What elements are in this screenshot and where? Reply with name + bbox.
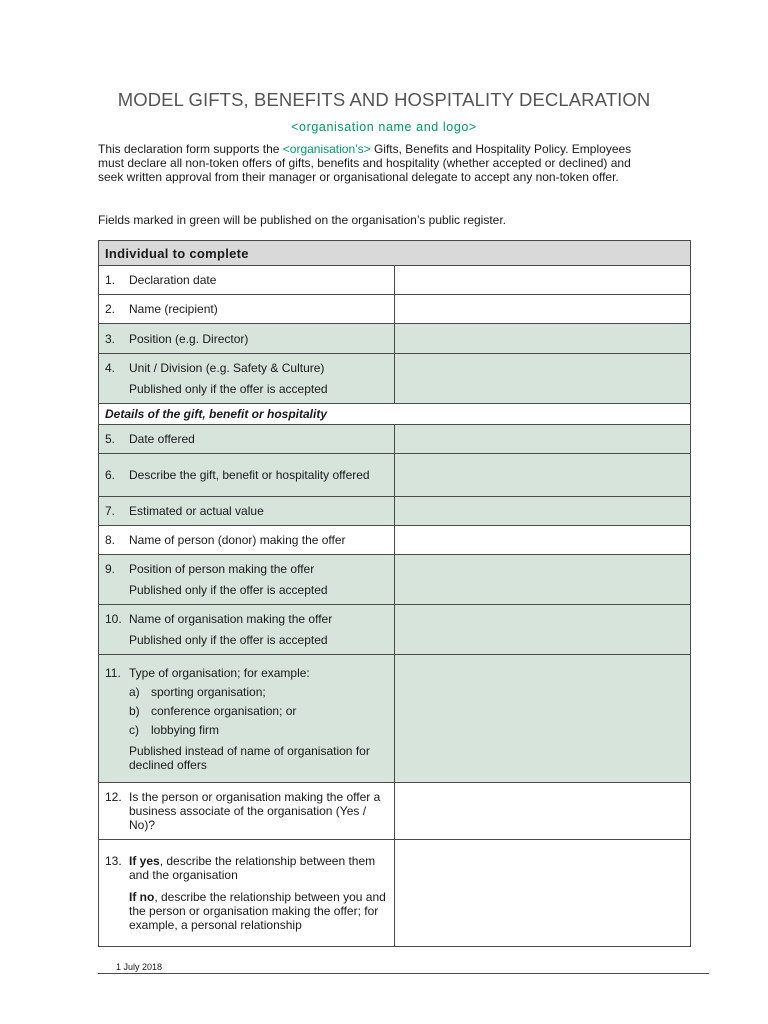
field-label-text: Name of organisation making the offer	[129, 612, 333, 626]
table-row	[99, 526, 691, 555]
field-label-text: Is the person or organisation making the offer a business associate of the organisation (Yes / No)?	[129, 790, 381, 832]
business-associate-field[interactable]	[395, 783, 691, 840]
publication-condition: Published instead of name of organisation for declined offers	[129, 743, 370, 772]
publication-condition: Published only if the offer is accepted	[129, 382, 328, 396]
example-letter: b)	[129, 703, 140, 718]
table-row	[99, 605, 691, 655]
example-letter: a)	[129, 684, 140, 699]
page-title: MODEL GIFTS, BENEFITS AND HOSPITALITY DECLARATION	[117, 89, 651, 110]
table-row	[99, 425, 691, 454]
field-label	[99, 526, 395, 555]
field-label	[99, 324, 395, 354]
table-row	[99, 783, 691, 840]
field-label	[99, 655, 395, 783]
field-number: 13.	[105, 854, 122, 868]
example-item	[129, 723, 388, 737]
field-label	[99, 354, 395, 404]
date-offered-field[interactable]	[395, 425, 691, 454]
field-label-text: Declaration date	[129, 273, 217, 287]
example-text: lobbying firm	[151, 722, 220, 737]
intro-text-rest: Gifts, Benefits and Hospitality Policy. Employees must declare all non-token offers of gifts, benefits and hospitality (whether accepted or declined) and seek written approval from their manager or organisational delegate to accept any non-token offer.	[98, 142, 632, 184]
field-label-text: Date offered	[129, 432, 195, 446]
field-label	[99, 840, 395, 947]
donor-organisation-field[interactable]	[395, 605, 691, 655]
field-number: 7.	[105, 504, 116, 518]
relationship-field[interactable]	[395, 840, 691, 947]
organisation-placeholder: <organisation name and logo>	[291, 120, 477, 134]
publication-note: Fields marked in green will be published on the organisation’s public register.	[98, 213, 507, 227]
field-label	[99, 454, 395, 497]
field-label-text: Describe the gift, benefit or hospitality offered	[129, 468, 370, 482]
example-letter: c)	[129, 722, 139, 737]
if-no-description: , describe the relationship between you and the person or organisation making the offer; for example, a personal relationship	[129, 890, 386, 932]
if-yes-description: , describe the relationship between them and the organisation	[129, 854, 376, 882]
field-label	[99, 266, 395, 295]
org-placeholder-inline: <organisation’s>	[282, 142, 371, 156]
table-row	[99, 354, 691, 404]
field-label	[99, 497, 395, 526]
table-row	[99, 555, 691, 605]
field-number: 2.	[105, 302, 116, 316]
intro-text-start: This declaration form supports the	[98, 142, 283, 156]
gift-description-field[interactable]	[395, 454, 691, 497]
donor-name-field[interactable]	[395, 526, 691, 555]
field-label	[99, 425, 395, 454]
field-number: 11.	[105, 665, 121, 680]
field-label	[99, 783, 395, 840]
field-number: 3.	[105, 331, 116, 346]
table-row	[99, 295, 691, 324]
relationship-no-text	[129, 890, 388, 932]
declaration-date-field[interactable]	[395, 266, 691, 295]
table-row	[99, 497, 691, 526]
value-field[interactable]	[395, 497, 691, 526]
field-number: 9.	[105, 562, 116, 576]
field-number: 4.	[105, 361, 116, 375]
field-number: 5.	[105, 432, 116, 446]
example-text: sporting organisation;	[151, 684, 266, 699]
table-row	[99, 266, 691, 295]
if-yes-label: If yes	[129, 854, 160, 868]
field-number: 8.	[105, 533, 116, 547]
publication-condition: Published only if the offer is accepted	[129, 633, 328, 647]
declaration-table	[98, 240, 691, 947]
if-no-label: If no	[129, 890, 155, 904]
footer-date: 1 July 2018	[116, 962, 163, 972]
publication-condition: Published only if the offer is accepted	[129, 583, 328, 597]
field-label	[99, 555, 395, 605]
field-number: 1.	[105, 273, 116, 287]
relationship-yes-text	[129, 854, 388, 882]
footer-divider	[98, 973, 709, 974]
field-label-text: Name (recipient)	[129, 302, 218, 316]
intro-paragraph	[98, 142, 658, 184]
field-number: 10.	[105, 612, 122, 626]
table-row	[99, 454, 691, 497]
position-field[interactable]	[395, 324, 691, 354]
field-label-text: Position (e.g. Director)	[129, 331, 249, 346]
example-item	[129, 685, 388, 699]
example-item	[129, 704, 388, 718]
recipient-name-field[interactable]	[395, 295, 691, 324]
table-row	[99, 840, 691, 947]
organisation-type-field[interactable]	[395, 655, 691, 783]
field-label-text: Type of organisation; for example:	[129, 665, 310, 680]
field-label-text: Name of person (donor) making the offer	[129, 533, 346, 547]
table-row	[99, 324, 691, 354]
example-text: conference organisation; or	[151, 703, 297, 718]
field-label	[99, 295, 395, 324]
donor-position-field[interactable]	[395, 555, 691, 605]
section-header-individual: Individual to complete	[99, 241, 691, 266]
field-label-text: Unit / Division (e.g. Safety & Culture)	[129, 361, 325, 375]
field-number: 12.	[105, 790, 122, 804]
field-label-text: Estimated or actual value	[129, 504, 264, 518]
field-label	[99, 605, 395, 655]
table-row	[99, 655, 691, 783]
unit-division-field[interactable]	[395, 354, 691, 404]
section-header-details: Details of the gift, benefit or hospitality	[99, 404, 691, 425]
field-number: 6.	[105, 468, 116, 482]
field-label-text: Position of person making the offer	[129, 562, 315, 576]
